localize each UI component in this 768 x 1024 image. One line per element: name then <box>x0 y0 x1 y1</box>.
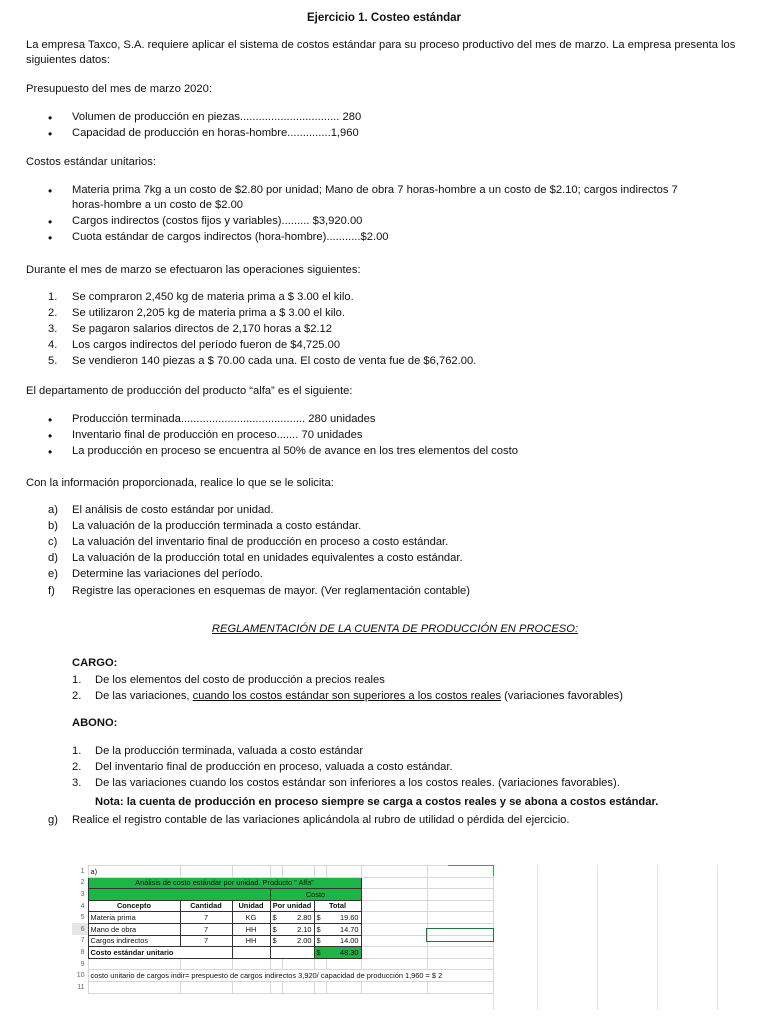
list-item: • Inventario final de producción en proceso....... 70 unidades <box>26 428 746 443</box>
list-item: 3. Se pagaron salarios directos de 2,170 horas a $2.12 <box>48 323 332 336</box>
operaciones-heading: Durante el mes de marzo se efectuaron las operaciones siguientes: <box>26 264 361 276</box>
cell: 2.00 <box>282 935 314 947</box>
table-row <box>72 958 493 970</box>
costos-heading: Costos estándar unitarios: <box>26 156 156 168</box>
list-item: 1. De los elementos del costo de producción a precios reales <box>72 674 385 686</box>
list-item: 3. De las variaciones cuando los costos estándar son inferiores a los costos reales. (variaciones favorables). <box>72 777 620 790</box>
selected-cell-edge <box>448 865 494 876</box>
list-item: • Producción terminada........................................ 280 unidades <box>26 412 746 427</box>
cell: Cargos indirectos <box>88 935 180 947</box>
list-item: 2. De las variaciones, cuando los costos estándar son superiores a los costos reales (variaciones favorables) <box>72 690 623 703</box>
solicita-heading: Con la información proporcionada, realice lo que se le solicita: <box>26 477 334 489</box>
note-cell: costo unitario de cargos indir= prespuesto de cargos indirectos 3,920/ capacidad de producción 1,960 = $ 2 <box>88 970 493 982</box>
presupuesto-heading: Presupuesto del mes de marzo 2020: <box>26 83 212 95</box>
row-number: 4 <box>80 902 85 910</box>
cell: Mano de obra <box>88 923 180 935</box>
list-item: f) Registre las operaciones en esquemas de mayor. (Ver reglamentación contable) <box>48 584 470 597</box>
cell: HH <box>232 923 270 935</box>
cell: $ <box>314 935 326 947</box>
row-number: 1 <box>80 867 85 875</box>
row-number: 8 <box>80 948 85 956</box>
list-item: • La producción en proceso se encuentra al 50% de avance en los tres elementos del costo <box>26 444 746 459</box>
solicita-list <box>26 503 746 600</box>
table-row <box>72 981 493 993</box>
header-cell: Por unidad <box>270 900 314 912</box>
cell: KG <box>232 912 270 924</box>
list-item: 1. Se compraron 2,450 kg de materia prima a $ 3.00 el kilo. <box>48 291 354 303</box>
list-item: 2. Del inventario final de producción en proceso, valuada a costo estándar. <box>72 761 453 774</box>
list-item: a) El análisis de costo estándar por unidad. <box>48 504 274 516</box>
list-item: 2. Se utilizaron 2,205 kg de materia prima a $ 3.00 el kilo. <box>48 307 346 320</box>
page-title: Ejercicio 1. Costeo estándar <box>306 12 462 24</box>
costos-list <box>26 183 746 246</box>
total-label-cell: Costo estándar unitario <box>88 947 232 959</box>
costo-header-cell: Costo <box>270 889 361 901</box>
cell: $ <box>314 912 326 924</box>
table-row <box>72 877 493 889</box>
list-item: c) La valuación del inventario final de producción en proceso a costo estándar. <box>48 536 449 549</box>
table-row <box>72 900 493 912</box>
row-number: 3 <box>80 890 85 898</box>
cell: 14.70 <box>326 923 361 935</box>
cell: 2.10 <box>282 923 314 935</box>
presupuesto-list <box>26 110 746 142</box>
cell: $ <box>270 923 282 935</box>
list-item: 4. Los cargos indirectos del período fueron de $4,725.00 <box>48 339 341 352</box>
intro-paragraph: La empresa Taxco, S.A. requiere aplicar el sistema de costos estándar para su proceso productivo del mes de marzo. La empresa presenta los siguientes datos: <box>26 39 736 67</box>
cell: 14.00 <box>326 935 361 947</box>
list-item: • Volumen de producción en piezas................................ 280 <box>26 110 746 125</box>
cell: $ <box>270 935 282 947</box>
list-item: g) Realice el registro contable de las variaciones aplicándola al rubro de utilidad o pérdida del ejercicio. <box>48 814 570 826</box>
list-item: b) La valuación de la producción terminada a costo estándar. <box>48 520 362 533</box>
cargo-heading: CARGO: <box>72 657 118 669</box>
total-currency-cell: $ <box>314 947 326 959</box>
nota-text: Nota: la cuenta de producción en proceso siempre se carga a costos reales y se abona a costos estándar. <box>95 796 659 808</box>
row-number: 2 <box>80 879 85 887</box>
cell: 7 <box>180 923 232 935</box>
list-item: e) Determine las variaciones del período. <box>48 568 263 581</box>
list-item: • Capacidad de producción en horas-hombre..............1,960 <box>26 126 746 141</box>
cell: 19.60 <box>326 912 361 924</box>
cell: Materia prima <box>88 912 180 924</box>
list-item: 5. Se vendieron 140 piezas a $ 70.00 cada una. El costo de venta fue de $6,762.00. <box>48 355 477 368</box>
row-number: 5 <box>80 914 85 922</box>
table-row <box>72 970 493 982</box>
header-cell: Concepto <box>88 900 180 912</box>
operaciones-list <box>26 290 746 371</box>
item-g-list <box>26 813 746 829</box>
cell: HH <box>232 935 270 947</box>
total-value-cell: 48.30 <box>326 947 361 959</box>
list-item: • Materia prima 7kg a un costo de $2.80 por unidad; Mano de obra 7 horas-hombre a un costo de $2.10; cargos indirectos 7 horas-hombre a un costo de $2.00 <box>26 183 746 213</box>
cell: 7 <box>180 912 232 924</box>
abono-list <box>26 744 746 792</box>
cell: a) <box>88 866 180 878</box>
abono-heading: ABONO: <box>72 717 118 729</box>
header-cell: Cantidad <box>180 900 232 912</box>
table-row <box>72 947 493 959</box>
table-title-cell: Análisis de costo estándar por unidad. Producto " Alfa" <box>88 877 361 889</box>
row-number: 11 <box>77 983 85 991</box>
header-cell: Unidad <box>232 900 270 912</box>
row-number: 9 <box>80 960 85 968</box>
list-item: • Cargos indirectos (costos fijos y variables)......... $3,920.00 <box>26 214 746 229</box>
cell: 2.80 <box>282 912 314 924</box>
row-number: 6 <box>72 923 88 935</box>
row-number: 10 <box>76 972 85 980</box>
cell: 7 <box>180 935 232 947</box>
table-row <box>72 889 493 901</box>
cell: $ <box>270 912 282 924</box>
list-item: • Cuota estándar de cargos indirectos (hora-hombre)...........$2.00 <box>26 230 746 245</box>
list-item: d) La valuación de la producción total en unidades equivalentes a costo estándar. <box>48 552 463 565</box>
cargo-list <box>26 673 746 705</box>
departamento-list <box>26 412 746 460</box>
row-number: 7 <box>80 937 85 945</box>
cell: $ <box>314 923 326 935</box>
sheet-gridlines <box>493 865 768 1010</box>
header-cell: Total <box>314 900 361 912</box>
table-row <box>72 866 493 878</box>
reglamentacion-heading: REGLAMENTACIÓN DE LA CUENTA DE PRODUCCIÓN EN PROCESO: <box>211 623 579 635</box>
list-item: 1. De la producción terminada, valuada a costo estándar <box>72 745 364 757</box>
table-row <box>72 912 493 924</box>
departamento-heading: El departamento de producción del producto “alfa” es el siguiente: <box>26 385 353 397</box>
selected-cell <box>426 928 494 942</box>
